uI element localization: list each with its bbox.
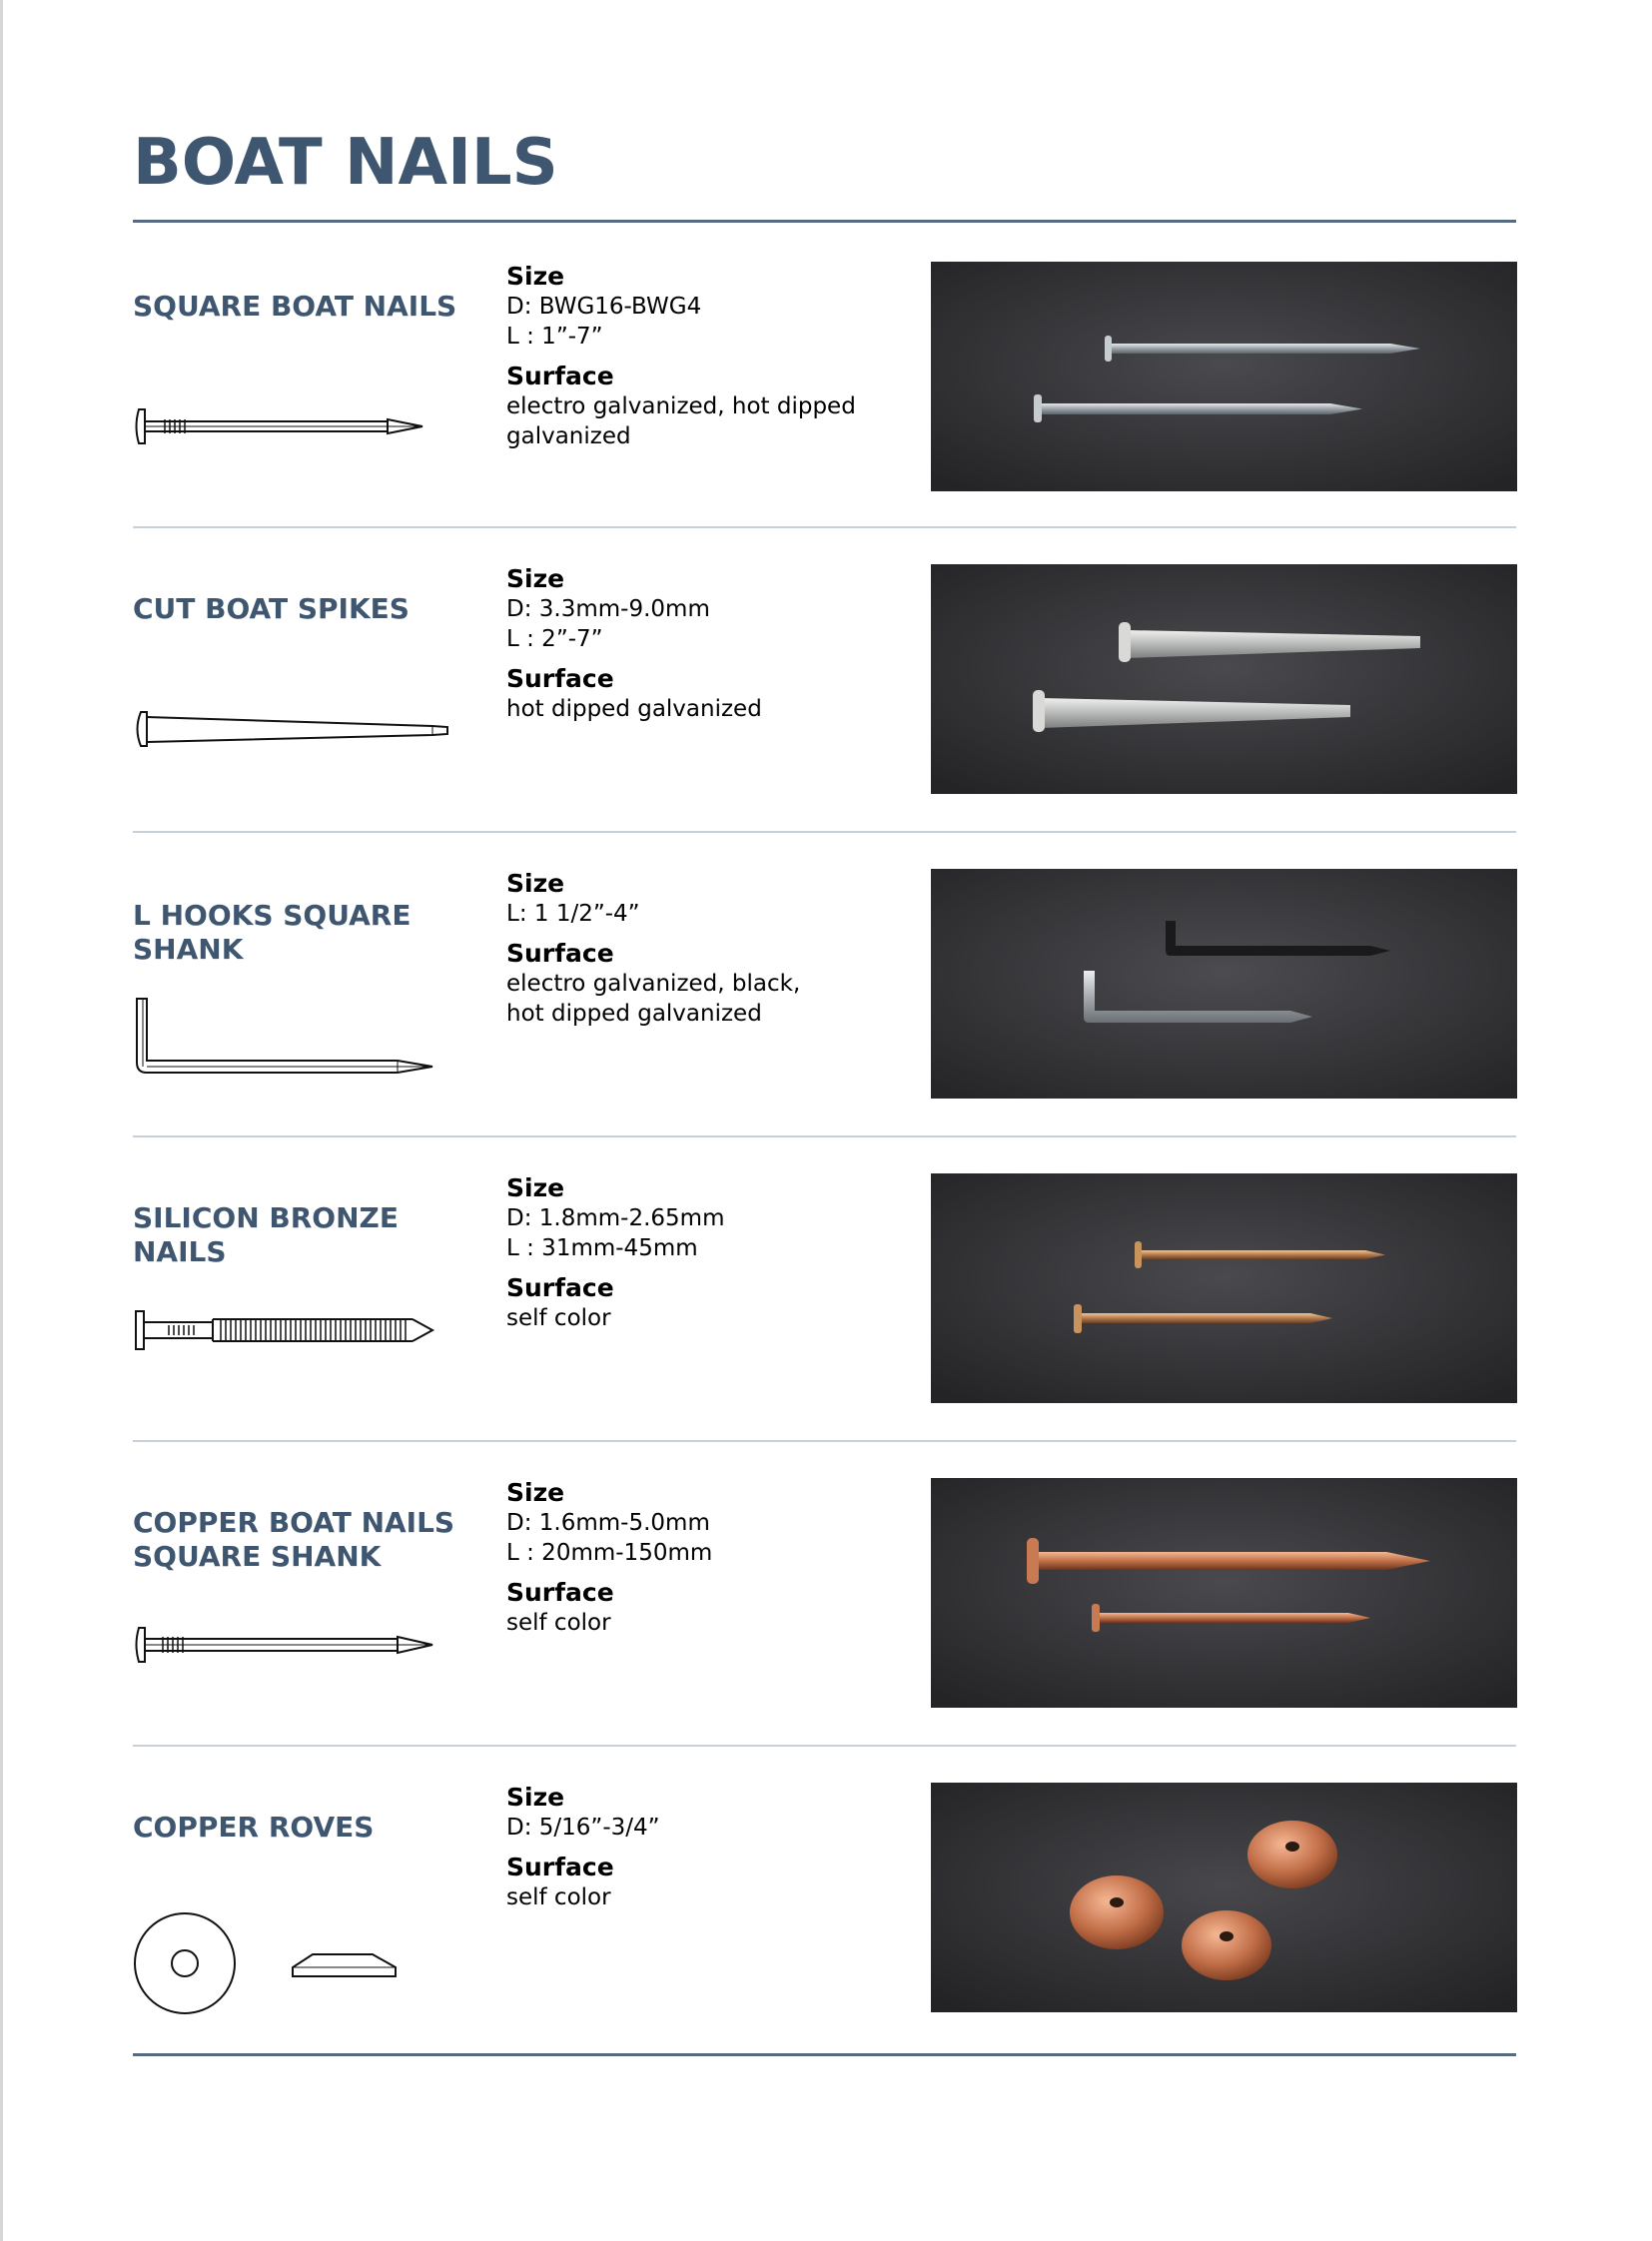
surface-values: self color: [506, 1610, 611, 1636]
row-divider: [133, 526, 1516, 528]
square-nail-drawing-icon: [133, 1620, 442, 1680]
l-hook-drawing-icon: [133, 997, 442, 1087]
size-values: L: 1 1/2”-4”: [506, 901, 640, 927]
product-photo: [931, 869, 1517, 1099]
product-specs: [506, 1783, 906, 1912]
product-name: CUT BOAT SPIKES: [133, 592, 410, 625]
product-photo: [931, 1783, 1517, 2012]
product-row-square-boat-nails: [0, 262, 1652, 567]
surface-values: electro galvanized, hot dipped galvanized: [506, 393, 856, 449]
rove-washer-drawing-icon: [133, 1907, 413, 2017]
product-row-silicon-bronze-nails: [0, 1173, 1652, 1479]
ring-shank-nail-drawing-icon: [133, 1301, 442, 1361]
surface-label: Surface: [506, 664, 614, 693]
product-row-l-hooks-square-shank: [0, 869, 1652, 1174]
product-name: SQUARE BOAT NAILS: [133, 290, 457, 323]
surface-values: hot dipped galvanized: [506, 696, 762, 722]
size-label: Size: [506, 564, 565, 593]
row-divider: [133, 1745, 1516, 1747]
square-nail-drawing-icon: [133, 401, 432, 461]
size-values: D: 3.3mm-9.0mm L : 2”-7”: [506, 596, 710, 652]
product-photo: [931, 564, 1517, 794]
product-specs: [506, 564, 906, 724]
size-label: Size: [506, 262, 565, 291]
product-name: COPPER BOAT NAILS SQUARE SHANK: [133, 1506, 455, 1573]
size-label: Size: [506, 869, 565, 898]
product-row-copper-roves: [0, 1783, 1652, 2088]
surface-values: self color: [506, 1884, 611, 1910]
product-photo: [931, 1173, 1517, 1403]
product-name: COPPER ROVES: [133, 1811, 375, 1844]
surface-label: Surface: [506, 1578, 614, 1607]
surface-label: Surface: [506, 362, 614, 390]
size-values: D: 1.8mm-2.65mm L : 31mm-45mm: [506, 1205, 725, 1261]
surface-label: Surface: [506, 1273, 614, 1302]
size-label: Size: [506, 1783, 565, 1812]
product-specs: [506, 262, 906, 451]
product-row-copper-boat-nails-square-shank: [0, 1478, 1652, 1784]
size-label: Size: [506, 1478, 565, 1507]
product-photo: [931, 1478, 1517, 1708]
row-divider: [133, 831, 1516, 833]
row-divider: [133, 1440, 1516, 1442]
product-specs: [506, 1478, 906, 1638]
surface-label: Surface: [506, 1853, 614, 1881]
row-divider: [133, 1135, 1516, 1137]
product-photo: [931, 262, 1517, 491]
size-values: D: 1.6mm-5.0mm L : 20mm-150mm: [506, 1510, 713, 1566]
product-name: SILICON BRONZE NAILS: [133, 1201, 399, 1268]
surface-label: Surface: [506, 939, 614, 968]
product-name: L HOOKS SQUARE SHANK: [133, 899, 412, 966]
page-title: BOAT NAILS: [133, 126, 558, 200]
size-values: D: 5/16”-3/4”: [506, 1815, 660, 1841]
size-label: Size: [506, 1173, 565, 1202]
cut-spike-drawing-icon: [133, 704, 452, 764]
surface-values: self color: [506, 1305, 611, 1331]
product-specs: [506, 869, 906, 1029]
size-values: D: BWG16-BWG4 L : 1”-7”: [506, 294, 702, 350]
bottom-rule: [133, 2053, 1516, 2056]
product-specs: [506, 1173, 906, 1333]
surface-values: electro galvanized, black, hot dipped galvanized: [506, 971, 801, 1027]
title-rule: [133, 220, 1516, 223]
product-row-cut-boat-spikes: [0, 564, 1652, 870]
